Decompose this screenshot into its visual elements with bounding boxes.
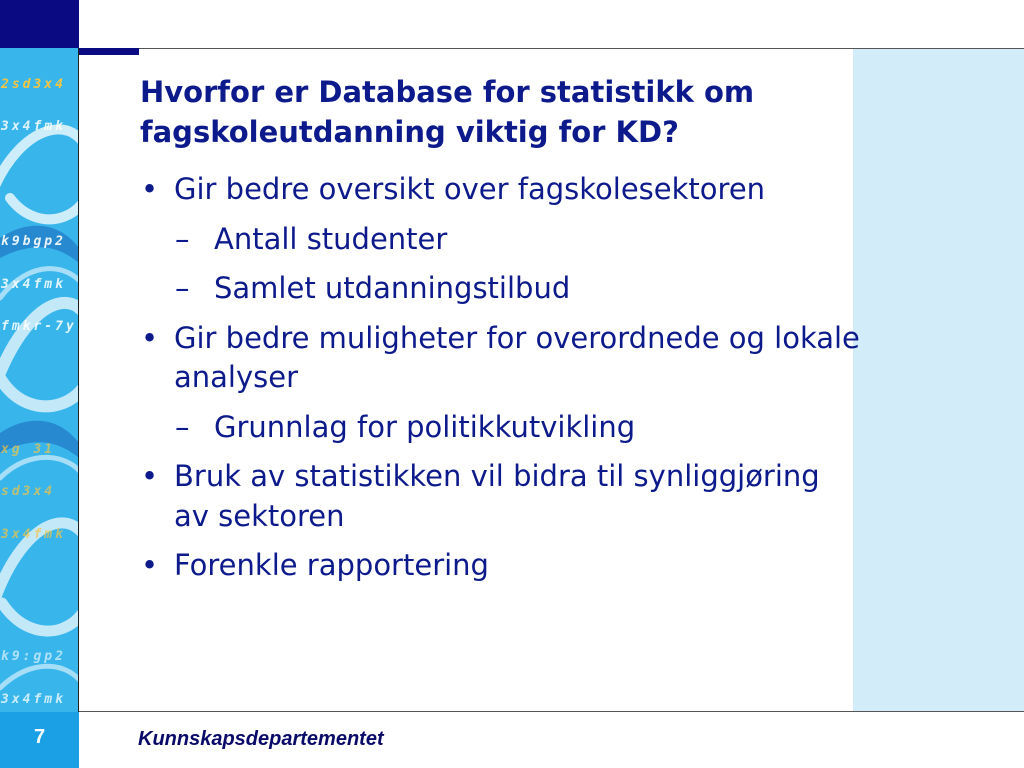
bullet-item-4 — [140, 546, 860, 586]
footer-organization: Kunnskapsdepartementet — [138, 728, 384, 750]
bullet-text: Gir bedre oversikt over fagskolesektoren — [174, 172, 766, 206]
slide-body — [140, 170, 860, 586]
strip-glyphs-1: 2sd3x4 — [1, 77, 66, 92]
sub-bullet-item-1-2 — [140, 269, 860, 309]
strip-glyphs-6: xg 31 — [1, 442, 56, 457]
sub-bullet-text: Grunnlag for politikkutvikling — [214, 409, 636, 444]
bullet-item-2 — [140, 319, 860, 398]
strip-glyphs-8: 3x4fmk — [1, 527, 66, 542]
strip-glyphs-5: fmkr-7y — [1, 319, 77, 334]
bullet-text: Bruk av statistikken vil bidra til synliggjøring av sektoren — [174, 459, 820, 533]
decorative-side-strip — [0, 48, 79, 712]
header-accent-tab — [79, 48, 139, 55]
sub-bullet-text: Antall studenter — [214, 221, 448, 256]
bullet-text: Forenkle rapportering — [174, 548, 489, 582]
strip-glyphs-7: sd3x4 — [1, 484, 56, 499]
bullet-text: Gir bedre muligheter for overordnede og lokale analyser — [174, 320, 860, 394]
bullet-item-3 — [140, 457, 860, 536]
sub-bullet-marker: – — [175, 271, 190, 305]
footer-divider-line — [79, 711, 1024, 712]
strip-glyphs-3: k9bgp2 — [1, 234, 66, 249]
strip-glyphs-4: 3x4fmk — [1, 277, 66, 292]
sub-bullet-marker: – — [175, 221, 190, 256]
bullet-marker: • — [141, 459, 159, 493]
page-number: 7 — [33, 726, 46, 748]
bullet-marker: • — [141, 320, 159, 355]
strip-glyphs-2: 3x4fmk — [1, 119, 66, 134]
bullet-marker: • — [141, 172, 159, 206]
header-navy-block — [0, 0, 79, 48]
slide-title: Hvorfor er Database for statistikk om fagskoleutdanning viktig for KD? — [140, 75, 755, 149]
bullet-marker: • — [141, 548, 159, 582]
right-background-panel — [853, 49, 1024, 711]
sub-bullet-item-2-1 — [140, 408, 860, 448]
strip-glyphs-9: k9:gp2 — [1, 649, 66, 664]
bullet-item-1 — [140, 170, 860, 210]
sub-bullet-marker: – — [175, 409, 190, 444]
sub-bullet-text: Samlet utdanningstilbud — [214, 271, 571, 305]
strip-glyphs-10: 3x4fmk — [1, 692, 66, 707]
abstract-swirl-graphic — [0, 48, 79, 712]
sub-bullet-item-1-1 — [140, 220, 860, 260]
